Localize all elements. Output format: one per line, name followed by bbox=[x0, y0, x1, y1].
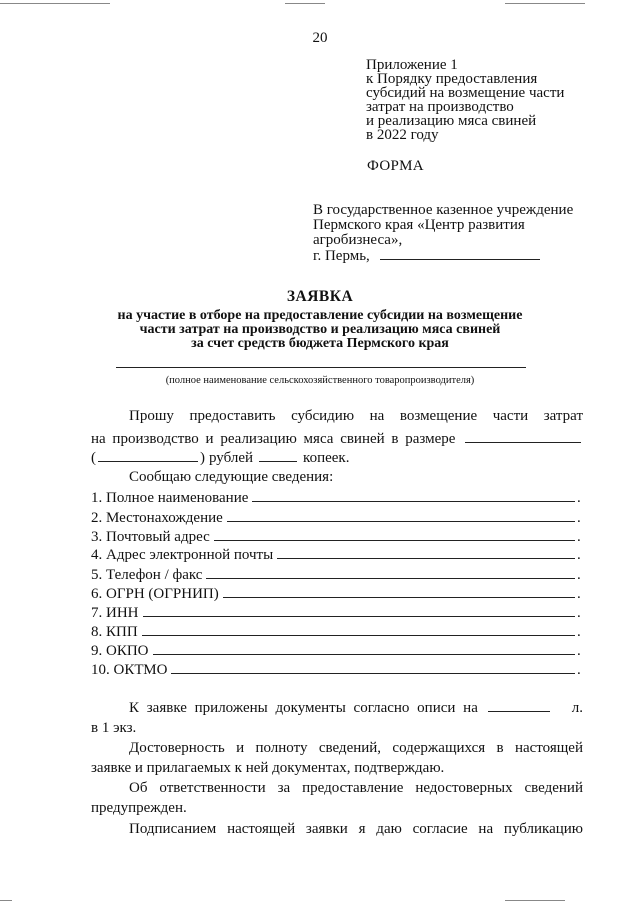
appendix-line: в 2022 году bbox=[366, 127, 439, 143]
addressee-block bbox=[313, 203, 573, 264]
attached-text: К заявке приложены документы согласно описи на bbox=[129, 700, 478, 716]
full-name-field[interactable] bbox=[252, 489, 575, 502]
kopecks-field[interactable] bbox=[259, 450, 297, 462]
scan-artifact-bottom-left bbox=[0, 900, 12, 901]
field-label: 6. ОГРН (ОГРНИП) bbox=[91, 586, 219, 602]
addressee-city-row bbox=[313, 248, 573, 264]
request-line-2 bbox=[91, 430, 583, 448]
phone-fax-field[interactable] bbox=[206, 566, 575, 579]
appendix-line: субсидий на возмещение части bbox=[366, 85, 565, 101]
subtitle-line: на участие в отборе на предоставление субсидии на возмещение bbox=[117, 308, 523, 323]
attached-line-2: в 1 экз. bbox=[91, 720, 137, 736]
appendix-block bbox=[366, 58, 564, 142]
addressee-city: г. Пермь, bbox=[313, 248, 370, 264]
request-text: на производство и реализацию мяса свиней в размере bbox=[91, 431, 456, 447]
scan-artifact-top-left bbox=[0, 3, 110, 4]
close-paren: ) bbox=[200, 450, 205, 466]
appendix-line: и реализацию мяса свиней bbox=[366, 113, 537, 129]
producer-name-caption: (полное наименование сельскохозяйственного товаропроизводителя) bbox=[165, 375, 475, 386]
scan-artifact-top-right bbox=[505, 3, 585, 4]
document-title: ЗАЯВКА bbox=[286, 288, 354, 305]
inn-field[interactable] bbox=[143, 604, 576, 617]
open-paren: ( bbox=[91, 450, 96, 466]
field-label: 3. Почтовый адрес bbox=[91, 529, 210, 545]
field-label: 9. ОКПО bbox=[91, 643, 149, 659]
field-label: 2. Местонахождение bbox=[91, 510, 223, 526]
pages-count-field[interactable] bbox=[488, 700, 550, 712]
addressee-line: агробизнеса», bbox=[313, 232, 403, 248]
inform-line: Сообщаю следующие сведения: bbox=[129, 469, 334, 485]
addressee-line: В государственное казенное учреждение bbox=[313, 202, 574, 218]
form-label: ФОРМА bbox=[367, 158, 424, 174]
kopecks-label: копеек. bbox=[303, 450, 350, 466]
amount-digits-field[interactable] bbox=[465, 430, 581, 443]
reliability-line-2: заявке и прилагаемых к ней документах, подтверждаю. bbox=[91, 760, 445, 776]
document-subtitle bbox=[0, 309, 640, 351]
request-line-1: Прошу предоставить субсидию на возмещение части затрат bbox=[129, 408, 583, 424]
scan-artifact-top-mid bbox=[285, 3, 325, 4]
rubles-label: рублей bbox=[209, 450, 254, 466]
field-row-inn: 7. ИНН . bbox=[91, 605, 581, 621]
page-number: 20 bbox=[312, 30, 328, 46]
amount-words-field[interactable] bbox=[98, 450, 198, 462]
city-blank-field[interactable] bbox=[380, 248, 540, 260]
attached-line-1 bbox=[91, 700, 583, 717]
postal-address-field[interactable] bbox=[214, 528, 575, 541]
responsibility-line-1: Об ответственности за предоставление недостоверных сведений bbox=[129, 780, 583, 796]
field-label: 4. Адрес электронной почты bbox=[91, 547, 274, 563]
request-line-3 bbox=[91, 450, 583, 467]
consent-line-1: Подписанием настоящей заявки я даю согласие на публикацию bbox=[129, 821, 583, 837]
field-label: 5. Телефон / факс bbox=[91, 567, 203, 583]
reliability-line-1: Достоверность и полноту сведений, содержащихся в настоящей bbox=[129, 740, 583, 756]
okpo-field[interactable] bbox=[153, 642, 575, 655]
field-row-location: 2. Местонахождение . bbox=[91, 510, 581, 526]
producer-name-field[interactable] bbox=[116, 367, 526, 368]
pages-label: л. bbox=[571, 700, 583, 716]
field-label: 10. ОКТМО bbox=[91, 662, 168, 678]
field-row-okpo: 9. ОКПО . bbox=[91, 643, 581, 659]
field-label: 7. ИНН bbox=[91, 605, 139, 621]
subtitle-line: за счет средств бюджета Пермского края bbox=[191, 336, 449, 351]
responsibility-line-2: предупрежден. bbox=[91, 800, 187, 816]
location-field[interactable] bbox=[227, 509, 575, 522]
field-row-email: 4. Адрес электронной почты . bbox=[91, 547, 581, 563]
field-row-kpp: 8. КПП . bbox=[91, 624, 581, 640]
appendix-line: к Порядку предоставления bbox=[366, 71, 538, 87]
field-row-ogrn: 6. ОГРН (ОГРНИП) . bbox=[91, 586, 581, 602]
appendix-line: затрат на производство bbox=[366, 99, 514, 115]
field-row-phone-fax: 5. Телефон / факс . bbox=[91, 567, 581, 583]
field-row-postal-address: 3. Почтовый адрес . bbox=[91, 529, 581, 545]
oktmo-field[interactable] bbox=[171, 661, 575, 674]
ogrn-field[interactable] bbox=[223, 585, 575, 598]
scan-artifact-bottom-right bbox=[505, 900, 565, 901]
field-row-full-name: 1. Полное наименование . bbox=[91, 490, 581, 506]
email-field[interactable] bbox=[277, 546, 575, 559]
field-row-oktmo: 10. ОКТМО . bbox=[91, 662, 581, 678]
appendix-line: Приложение 1 bbox=[366, 57, 458, 73]
field-label: 1. Полное наименование bbox=[91, 490, 249, 506]
field-label: 8. КПП bbox=[91, 624, 138, 640]
subtitle-line: части затрат на производство и реализацию мяса свиней bbox=[139, 322, 501, 337]
addressee-line: Пермского края «Центр развития bbox=[313, 217, 525, 233]
kpp-field[interactable] bbox=[142, 623, 575, 636]
